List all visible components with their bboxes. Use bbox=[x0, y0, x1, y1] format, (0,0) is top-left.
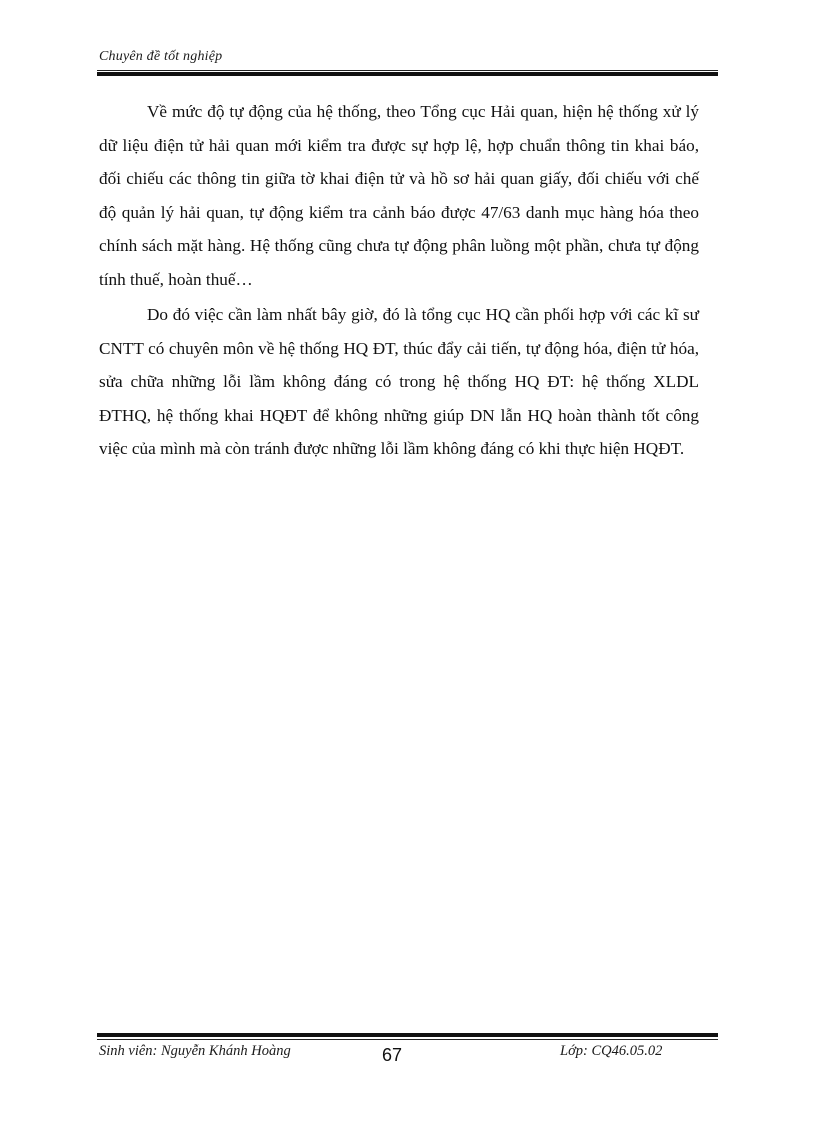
paragraph-1: Về mức độ tự động của hệ thống, theo Tổng cục Hải quan, hiện hệ thống xử lý dữ liệu điện tử hải quan mới kiểm tra được sự hợp lệ, hợp chuẩn thông tin khai báo, đối chiếu các thông tin giữa tờ khai điện tử và hồ sơ hải quan giấy, đối chiếu với chế độ quản lý hải quan, tự động kiểm tra cảnh báo được 47/63 danh mục hàng hóa theo chính sách mặt hàng. Hệ thống cũng chưa tự động phân luồng một phần, chưa tự động tính thuế, hoàn thuế… bbox=[99, 102, 699, 289]
footer-student-name: Sinh viên: Nguyễn Khánh Hoàng bbox=[99, 1043, 291, 1059]
header-rule-thin bbox=[97, 70, 718, 71]
body-text bbox=[99, 95, 699, 468]
footer-rule-thick bbox=[97, 1033, 718, 1037]
footer-class: Lớp: CQ46.05.02 bbox=[560, 1043, 663, 1059]
footer-rule-thin bbox=[97, 1039, 718, 1040]
paragraph-2: Do đó việc cần làm nhất bây giờ, đó là tổng cục HQ cần phối hợp với các kĩ sư CNTT có chuyên môn về hệ thống HQ ĐT, thúc đẩy cải tiến, tự động hóa, điện tử hóa, sửa chữa những lỗi lầm không đáng có trong hệ thống HQ ĐT: hệ thống XLDL ĐTHQ, hệ thống khai HQĐT để không những giúp DN lẫn HQ hoàn thành tốt công việc của mình mà còn tránh được những lỗi lầm không đáng có khi thực hiện HQĐT. bbox=[99, 305, 699, 458]
header-rule-thick bbox=[97, 72, 718, 76]
header-title: Chuyên đề tốt nghiệp bbox=[99, 49, 223, 64]
page-number: 67 bbox=[382, 1045, 403, 1065]
